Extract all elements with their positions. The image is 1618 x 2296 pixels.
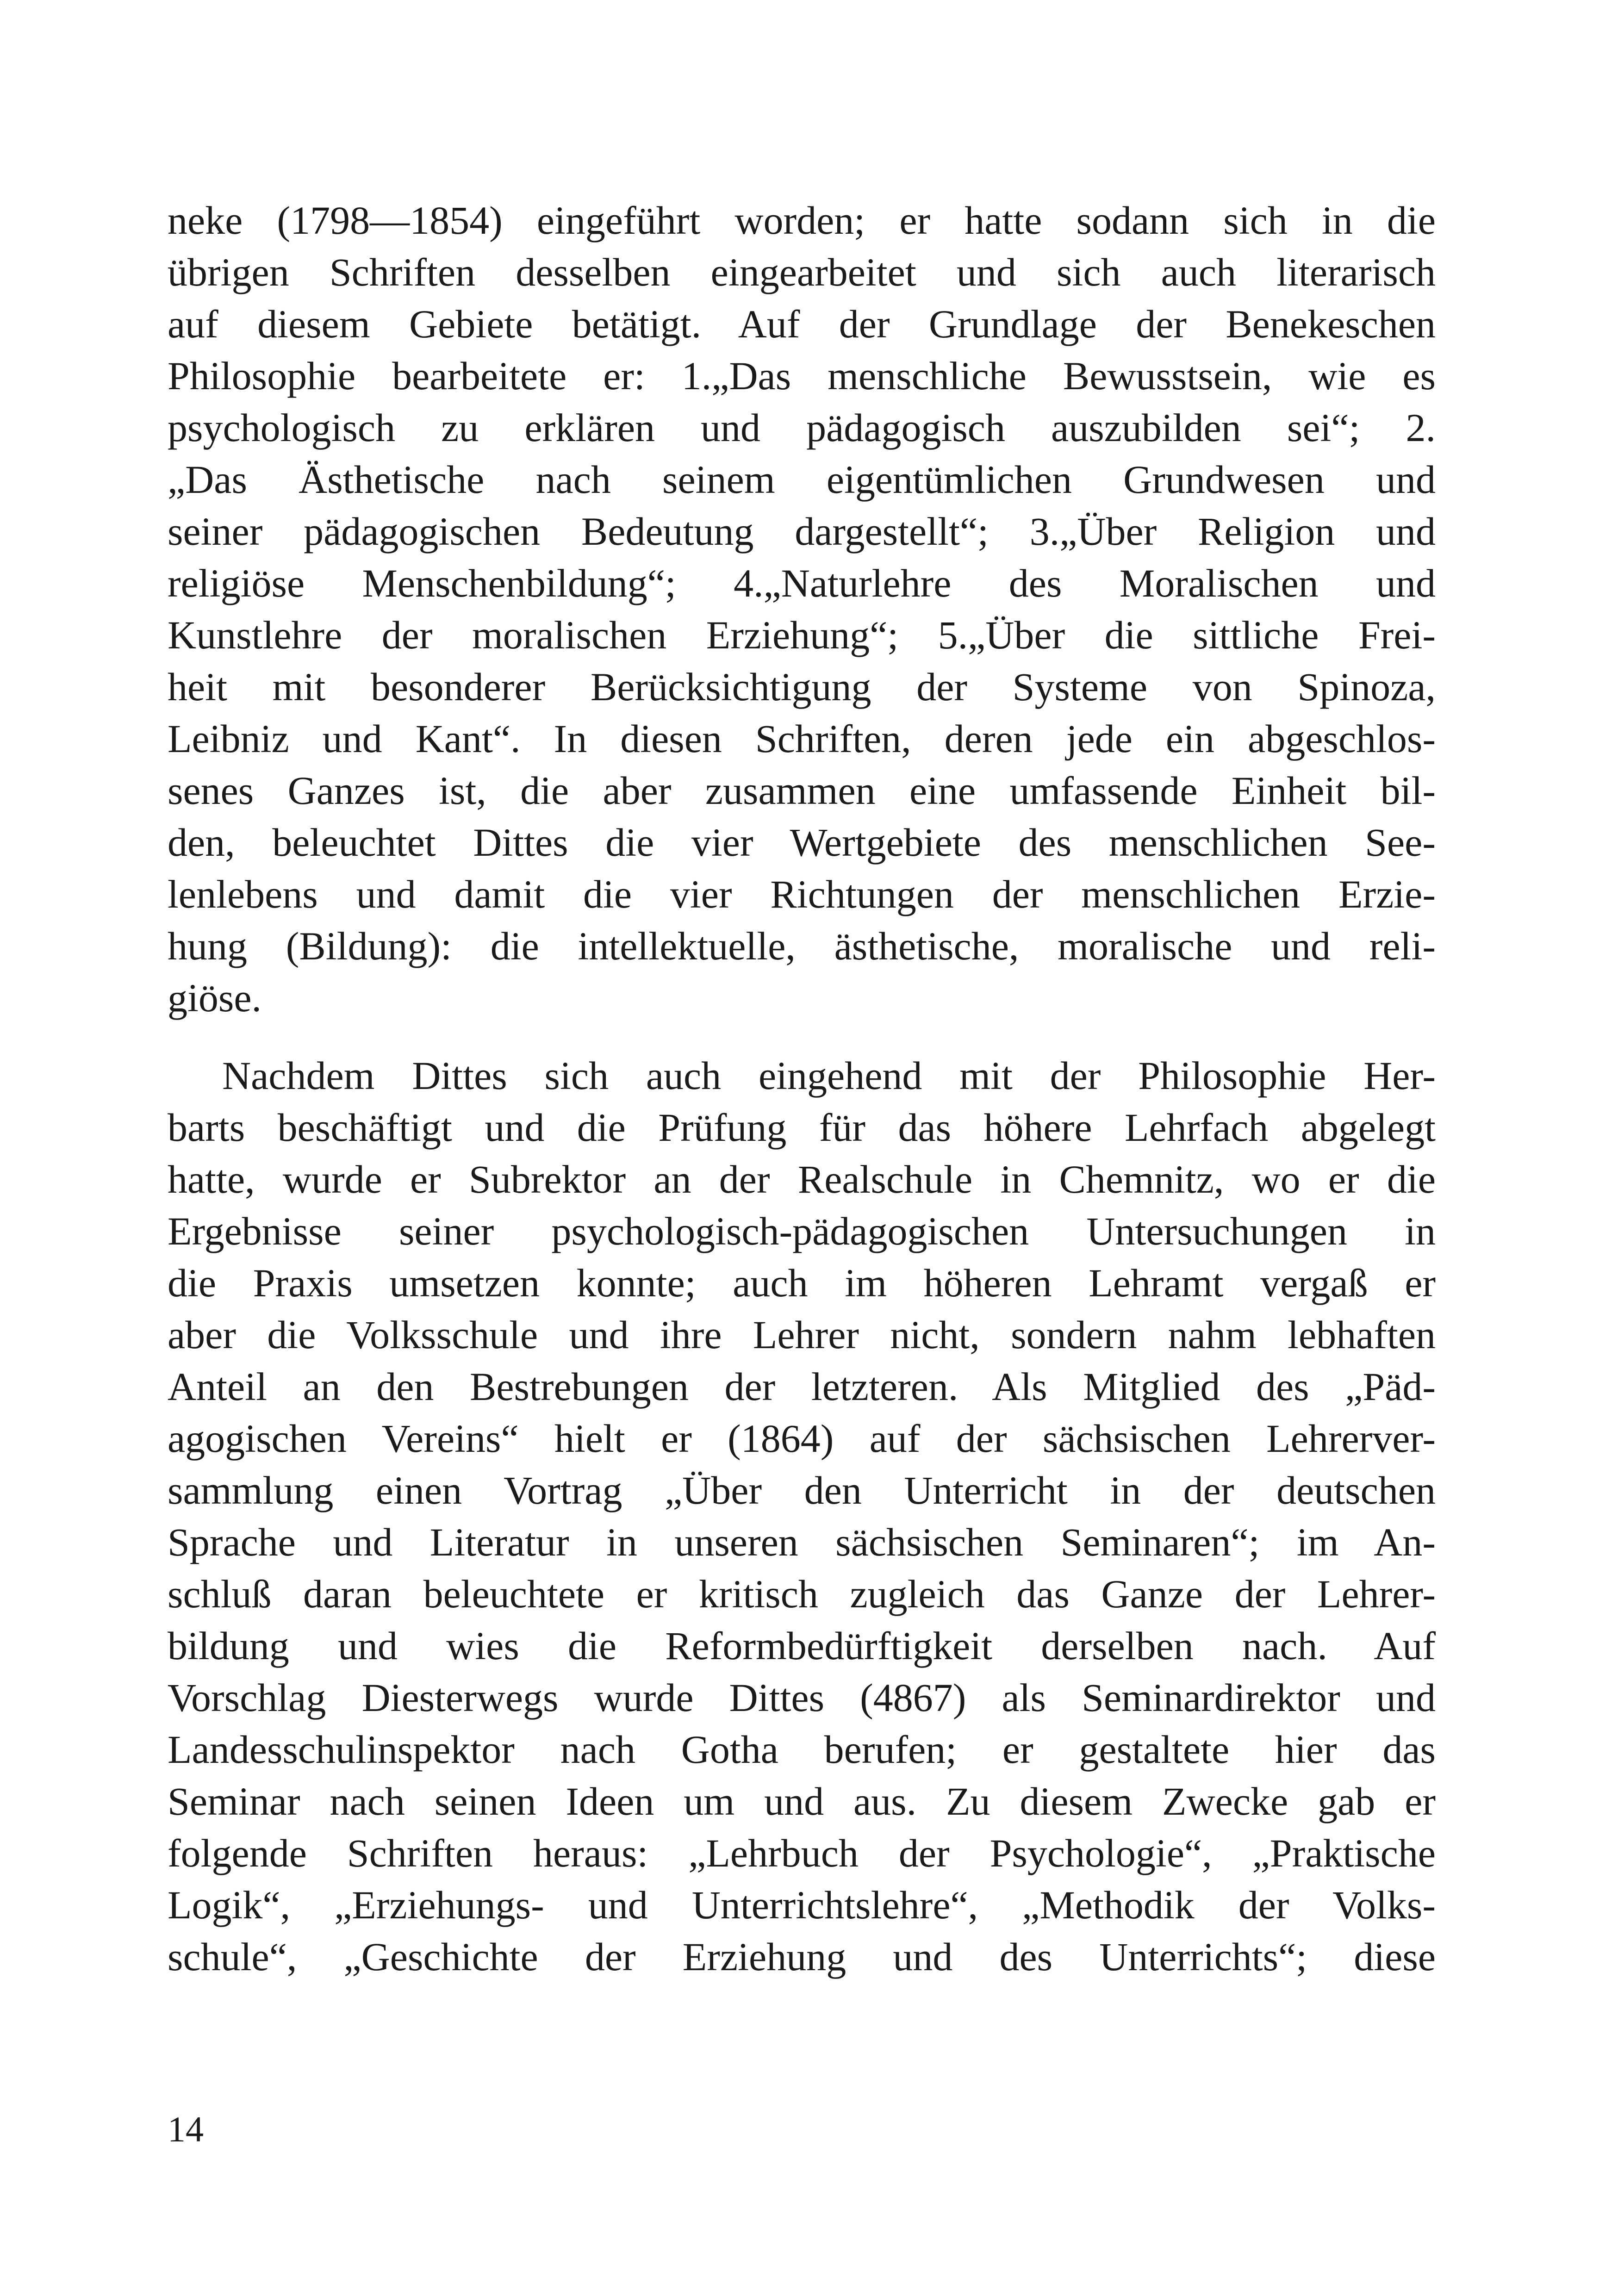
text-line: aber die Volksschule und ihre Lehrer nicht, sondern nahm lebhaften (168, 1313, 1436, 1357)
text-line: neke (1798—1854) eingeführt worden; er hatte sodann sich in die (168, 198, 1436, 243)
text-line: den, beleuchtet Dittes die vier Wertgebiete des menschlichen See- (168, 820, 1436, 865)
text-line: barts beschäftigt und die Prüfung für das höhere Lehrfach abgelegt (168, 1105, 1436, 1150)
text-line: senes Ganzes ist, die aber zusammen eine umfassende Einheit bil- (168, 768, 1436, 813)
text-line: psychologisch zu erklären und pädagogisch auszubilden sei“; 2. (168, 405, 1436, 450)
text-line: bildung und wies die Reformbedürftigkeit derselben nach. Auf (168, 1624, 1436, 1668)
text-line: giöse. (168, 976, 262, 1020)
text-line: auf diesem Gebiete betätigt. Auf der Grundlage der Benekeschen (168, 302, 1436, 346)
text-line: Sprache und Literatur in unseren sächsischen Seminaren“; im An- (168, 1520, 1436, 1564)
text-line: Anteil an den Bestrebungen der letzteren. Als Mitglied des „Päd- (168, 1364, 1436, 1409)
text-line: Seminar nach seinen Ideen um und aus. Zu diesem Zwecke gab er (168, 1779, 1436, 1823)
text-line: Leibniz und Kant“. In diesen Schriften, deren jede ein abgeschlos- (168, 716, 1436, 761)
text-line: religiöse Menschenbildung“; 4.„Naturlehre des Moralischen und (168, 561, 1436, 605)
text-line: die Praxis umsetzen konnte; auch im höheren Lehramt vergaß er (168, 1261, 1436, 1305)
text-line: schule“, „Geschichte der Erziehung und des Unterrichts“; diese (168, 1935, 1436, 1979)
text-line: hatte, wurde er Subrektor an der Realschule in Chemnitz, wo er die (168, 1157, 1436, 1201)
text-line: folgende Schriften heraus: „Lehrbuch der Psychologie“, „Praktische (168, 1831, 1436, 1875)
paragraph-2 (168, 1050, 1436, 1983)
text-line: Kunstlehre der moralischen Erziehung“; 5.„Über die sittliche Frei- (168, 613, 1436, 657)
paragraph-1 (168, 194, 1436, 1024)
text-line: agogischen Vereins“ hielt er (1864) auf der sächsischen Lehrerver- (168, 1416, 1436, 1461)
text-line: Ergebnisse seiner psychologisch-pädagogischen Untersuchungen in (168, 1209, 1436, 1253)
text-line: „Das Ästhetische nach seinem eigentümlichen Grundwesen und (168, 457, 1436, 502)
text-line: Philosophie bearbeitete er: 1.„Das menschliche Bewusstsein, wie es (168, 354, 1436, 398)
body-text (168, 194, 1436, 1983)
text-line: hung (Bildung): die intellektuelle, ästhetische, moralische und reli- (168, 924, 1436, 968)
text-line: seiner pädagogischen Bedeutung dargestellt“; 3.„Über Religion und (168, 509, 1436, 554)
page-number: 14 (168, 2109, 204, 2149)
text-line: Nachdem Dittes sich auch eingehend mit der Philosophie Her- (222, 1053, 1436, 1098)
text-line: schluß daran beleuchtete er kritisch zugleich das Ganze der Lehrer- (168, 1572, 1436, 1616)
text-line: heit mit besonderer Berücksichtigung der Systeme von Spinoza, (168, 665, 1436, 709)
text-line: Vorschlag Diesterwegs wurde Dittes (4867) als Seminardirektor und (168, 1675, 1436, 1720)
text-line: sammlung einen Vortrag „Über den Unterricht in der deutschen (168, 1468, 1436, 1512)
text-line: Landesschulinspektor nach Gotha berufen; er gestaltete hier das (168, 1727, 1436, 1772)
text-line: übrigen Schriften desselben eingearbeitet und sich auch literarisch (168, 250, 1436, 294)
text-line: lenlebens und damit die vier Richtungen der menschlichen Erzie- (168, 872, 1436, 916)
text-line: Logik“, „Erziehungs- und Unterrichtslehre“, „Methodik der Volks- (168, 1883, 1436, 1927)
